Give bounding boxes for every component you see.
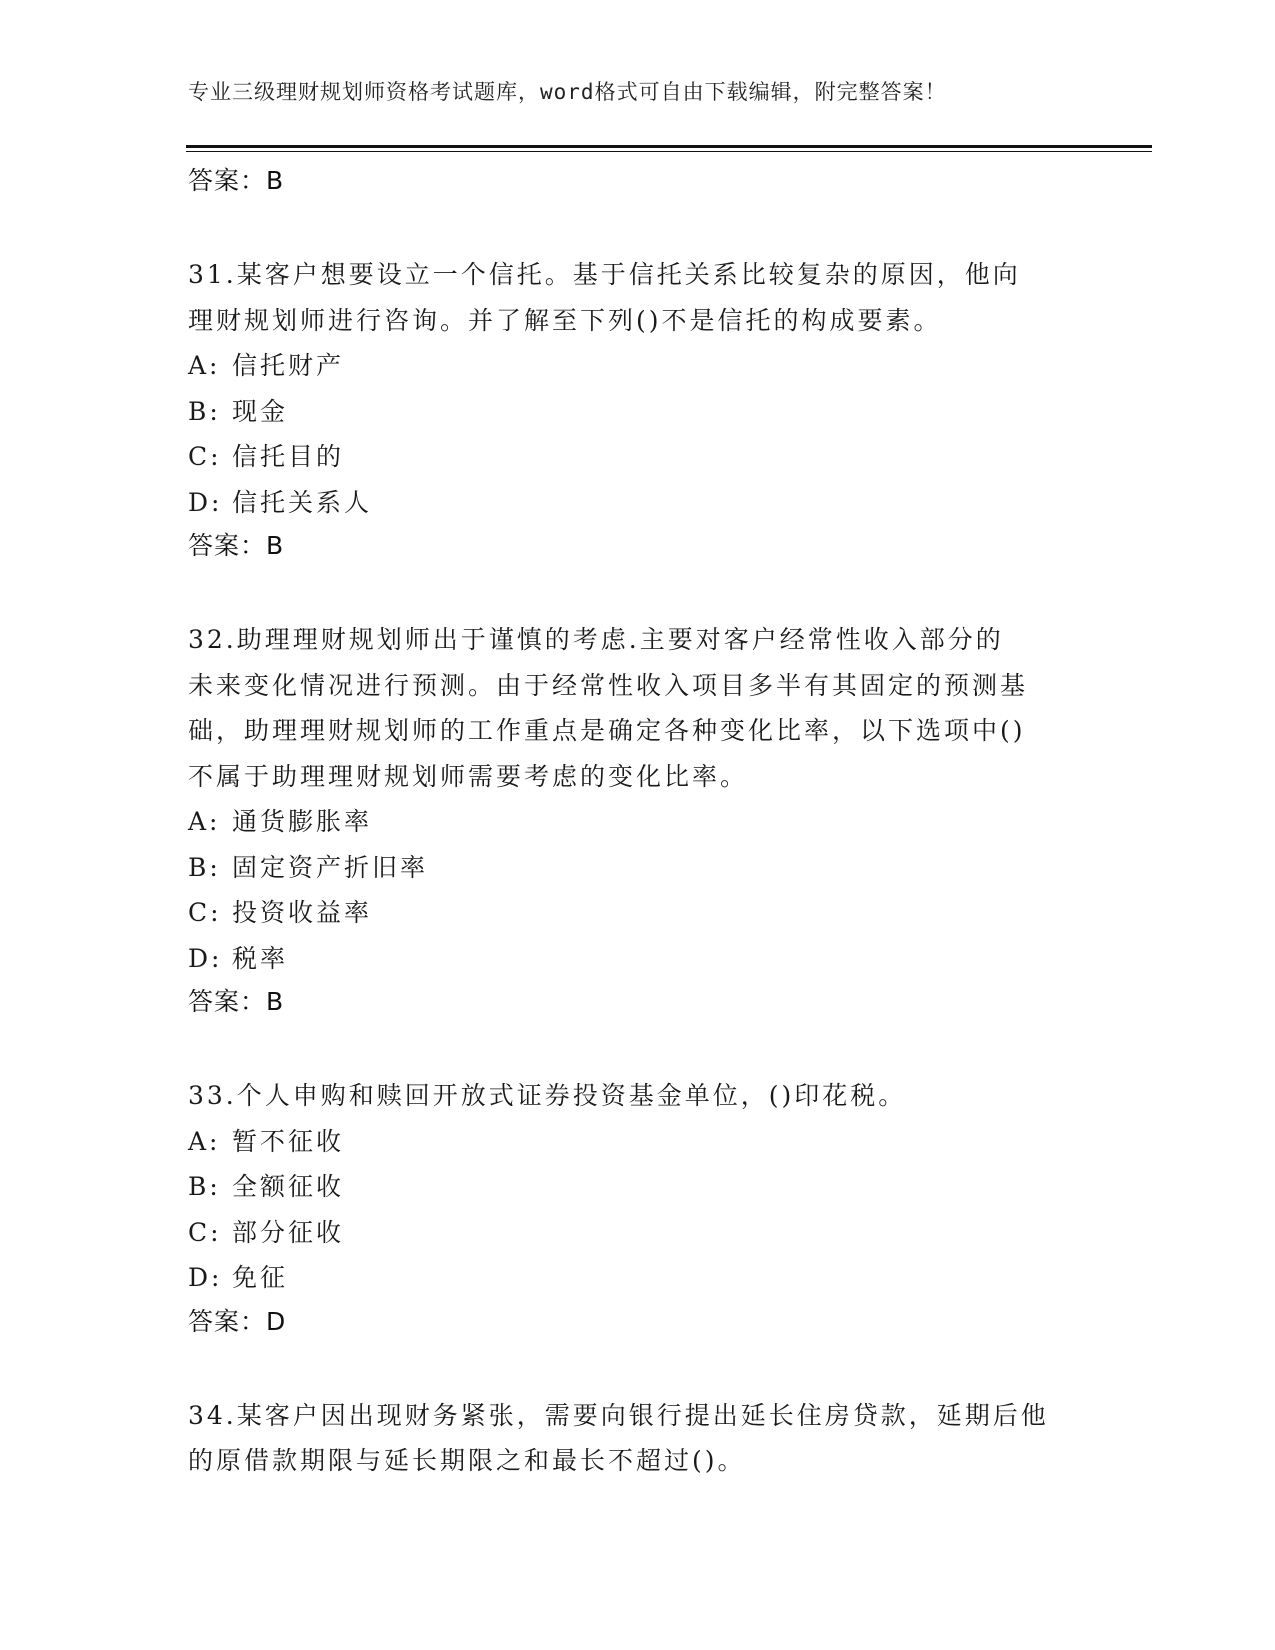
question-31 (188, 252, 1088, 567)
question-stem: 32.助理理财规划师出于谨慎的考虑.主要对客户经常性收入部分的未来变化情况进行预测。由于经常性收入项目多半有其固定的预测基础，助理理财规划师的工作重点是确定各种变化比率，以下选项中()不属于助理理财规划师需要考虑的变化比率。 (188, 625, 1029, 791)
option-key: D: (188, 1263, 223, 1292)
option-text: 固定资产折旧率 (232, 852, 429, 882)
option-text: 全额征收 (232, 1172, 345, 1201)
option-text: 部分征收 (232, 1217, 345, 1247)
option-a (188, 799, 1088, 845)
option-key: A: (188, 351, 221, 380)
header-rule-thin (186, 151, 1152, 152)
option-key: A: (188, 1126, 221, 1156)
option-text: 暂不征收 (232, 1126, 345, 1156)
answer-line: 答案：B (188, 531, 285, 560)
option-key: B: (188, 1172, 221, 1201)
answer-line: 答案：B (188, 987, 285, 1016)
option-key: C: (188, 898, 222, 927)
question-34 (188, 1393, 1088, 1484)
option-text: 现金 (232, 396, 289, 426)
option-b (188, 1164, 1088, 1210)
option-d (188, 480, 1088, 526)
header-rule-thick (186, 145, 1152, 148)
option-key: A: (188, 807, 221, 836)
question-stem: 33.个人申购和赎回开放式证券投资基金单位，()印花税。 (188, 1081, 907, 1110)
option-text: 投资收益率 (232, 898, 373, 927)
question-list (188, 160, 1088, 1484)
option-b (188, 845, 1088, 891)
option-c (188, 890, 1088, 936)
option-key: D: (188, 943, 223, 973)
question-stem: 31.某客户想要设立一个信托。基于信托关系比较复杂的原因，他向理财规划师进行咨询。并了解至下列()不是信托的构成要素。 (188, 260, 1021, 335)
answer-line: 答案：B (188, 166, 285, 195)
option-key: D: (188, 487, 223, 517)
option-text: 免征 (232, 1263, 289, 1292)
option-c (188, 1210, 1088, 1256)
option-a (188, 343, 1088, 389)
question-33 (188, 1073, 1088, 1343)
option-a (188, 1119, 1088, 1165)
option-text: 通货膨胀率 (232, 807, 373, 836)
page-header: 专业三级理财规划师资格考试题库，word格式可自由下载编辑，附完整答案！ (188, 80, 947, 104)
option-key: B: (188, 852, 221, 882)
option-key: B: (188, 396, 221, 426)
question-stem: 34.某客户因出现财务紧张，需要向银行提出延长住房贷款，延期后他的原借款期限与延长期限之和最长不超过()。 (188, 1400, 1049, 1475)
option-key: C: (188, 1217, 222, 1247)
option-text: 信托关系人 (232, 487, 373, 517)
answer-line: 答案：D (188, 1306, 287, 1336)
question-32 (188, 617, 1088, 1023)
option-text: 信托目的 (232, 442, 345, 471)
option-c (188, 434, 1088, 480)
option-text: 信托财产 (232, 351, 345, 380)
option-text: 税率 (232, 943, 289, 973)
option-key: C: (188, 442, 222, 471)
option-b (188, 389, 1088, 435)
option-d (188, 1255, 1088, 1301)
option-d (188, 936, 1088, 982)
